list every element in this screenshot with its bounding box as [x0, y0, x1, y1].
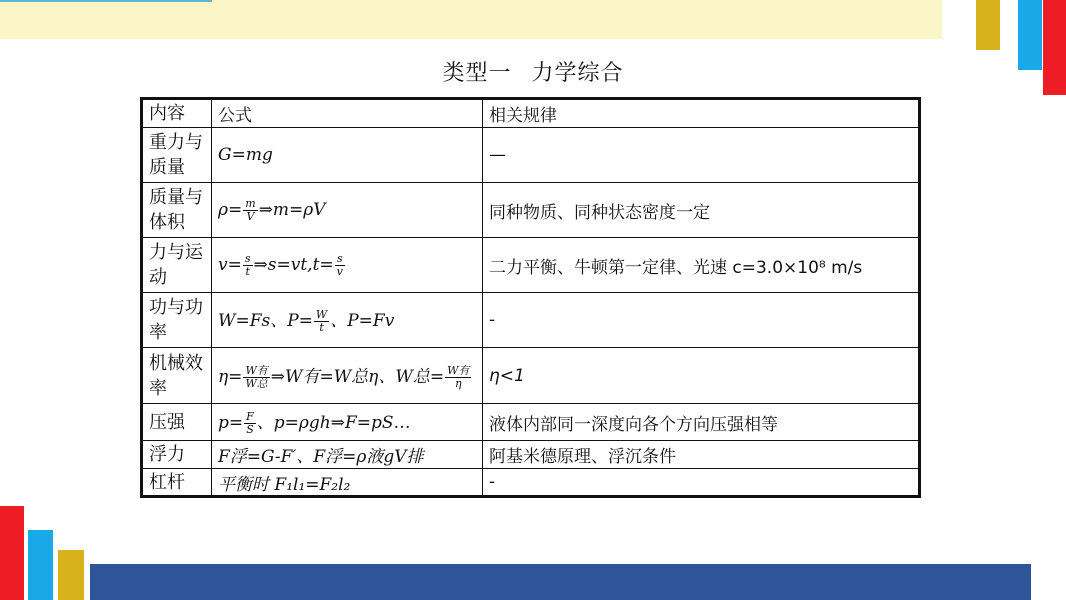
table-row	[142, 441, 920, 469]
row-formula: ρ= $\frac{m}{V}$ ⇒m=ρV	[212, 183, 483, 238]
footer-band	[90, 564, 1031, 600]
row-law: -	[483, 469, 920, 497]
row-law: 同种物质、同种状态密度一定	[483, 183, 920, 238]
fraction: $\frac{\text{W有}}{\eta}$	[447, 363, 470, 390]
title-type: 类型一	[442, 61, 512, 86]
row-content: 质量与体积	[142, 183, 212, 238]
header-accent-line	[0, 0, 212, 2]
table-row	[142, 238, 920, 293]
table-row	[142, 348, 920, 404]
row-law: 液体内部同一深度向各个方向压强相等	[483, 404, 920, 441]
table-row	[142, 469, 920, 497]
table-row	[142, 128, 920, 183]
row-content: 力与运动	[142, 238, 212, 293]
fraction: $\frac{\text{W有}}{\text{W总}}$	[245, 363, 268, 390]
fraction: $\frac{W}{t}$	[315, 308, 328, 334]
mechanics-formula-table	[140, 97, 921, 498]
decor-bar-yellow-top	[976, 0, 1000, 50]
row-content: 机械效率	[142, 348, 212, 404]
table-row	[142, 404, 920, 441]
row-law: -	[483, 293, 920, 348]
row-formula: W=Fs、P= $\frac{W}{t}$ 、P=Fv	[212, 293, 483, 348]
row-law: —	[483, 128, 920, 183]
row-content: 压强	[142, 404, 212, 441]
row-content: 杠杆	[142, 469, 212, 497]
decor-bar-red-bottom	[0, 506, 24, 600]
table-row	[142, 293, 920, 348]
table-row	[142, 183, 920, 238]
row-formula: v= $\frac{s}{t}$ ⇒s=vt,t= $\frac{s}{v}$	[212, 238, 483, 293]
header-content: 内容	[142, 99, 212, 128]
row-formula: η= $\frac{\text{W有}}{\text{W总}}$ ⇒W有=W总η、W总= $\frac{\text{W有}}{\eta}$	[212, 348, 483, 404]
title-topic: 力学综合	[531, 61, 624, 86]
fraction: $\frac{m}{V}$	[245, 196, 256, 223]
header-law: 相关规律	[483, 99, 920, 128]
slide-title	[0, 56, 1066, 87]
header-formula: 公式	[212, 99, 483, 128]
decor-bar-yellow-bottom	[58, 550, 84, 600]
row-formula: p= $\frac{F}{S}$ 、p=ρgh⇒F=pS…	[212, 404, 483, 441]
fraction: $\frac{F}{S}$	[246, 410, 254, 436]
row-law: η<1	[483, 348, 920, 404]
row-formula: 平衡时 F₁l₁=F₂l₂	[212, 469, 483, 497]
fraction: $\frac{s}{v}$	[336, 251, 343, 278]
row-content: 浮力	[142, 441, 212, 469]
row-content: 功与功率	[142, 293, 212, 348]
fraction: $\frac{s}{t}$	[244, 251, 251, 278]
row-formula: F浮=G-F′、F浮=ρ液gV排	[212, 441, 483, 469]
table-header-row	[142, 99, 920, 128]
row-law: 二力平衡、牛顿第一定律、光速 c=3.0×10⁸ m/s	[483, 238, 920, 293]
row-law: 阿基米德原理、浮沉条件	[483, 441, 920, 469]
row-content: 重力与质量	[142, 128, 212, 183]
row-formula: G=mg	[212, 128, 483, 183]
decor-bar-blue-bottom	[28, 530, 53, 600]
header-band	[0, 0, 942, 39]
